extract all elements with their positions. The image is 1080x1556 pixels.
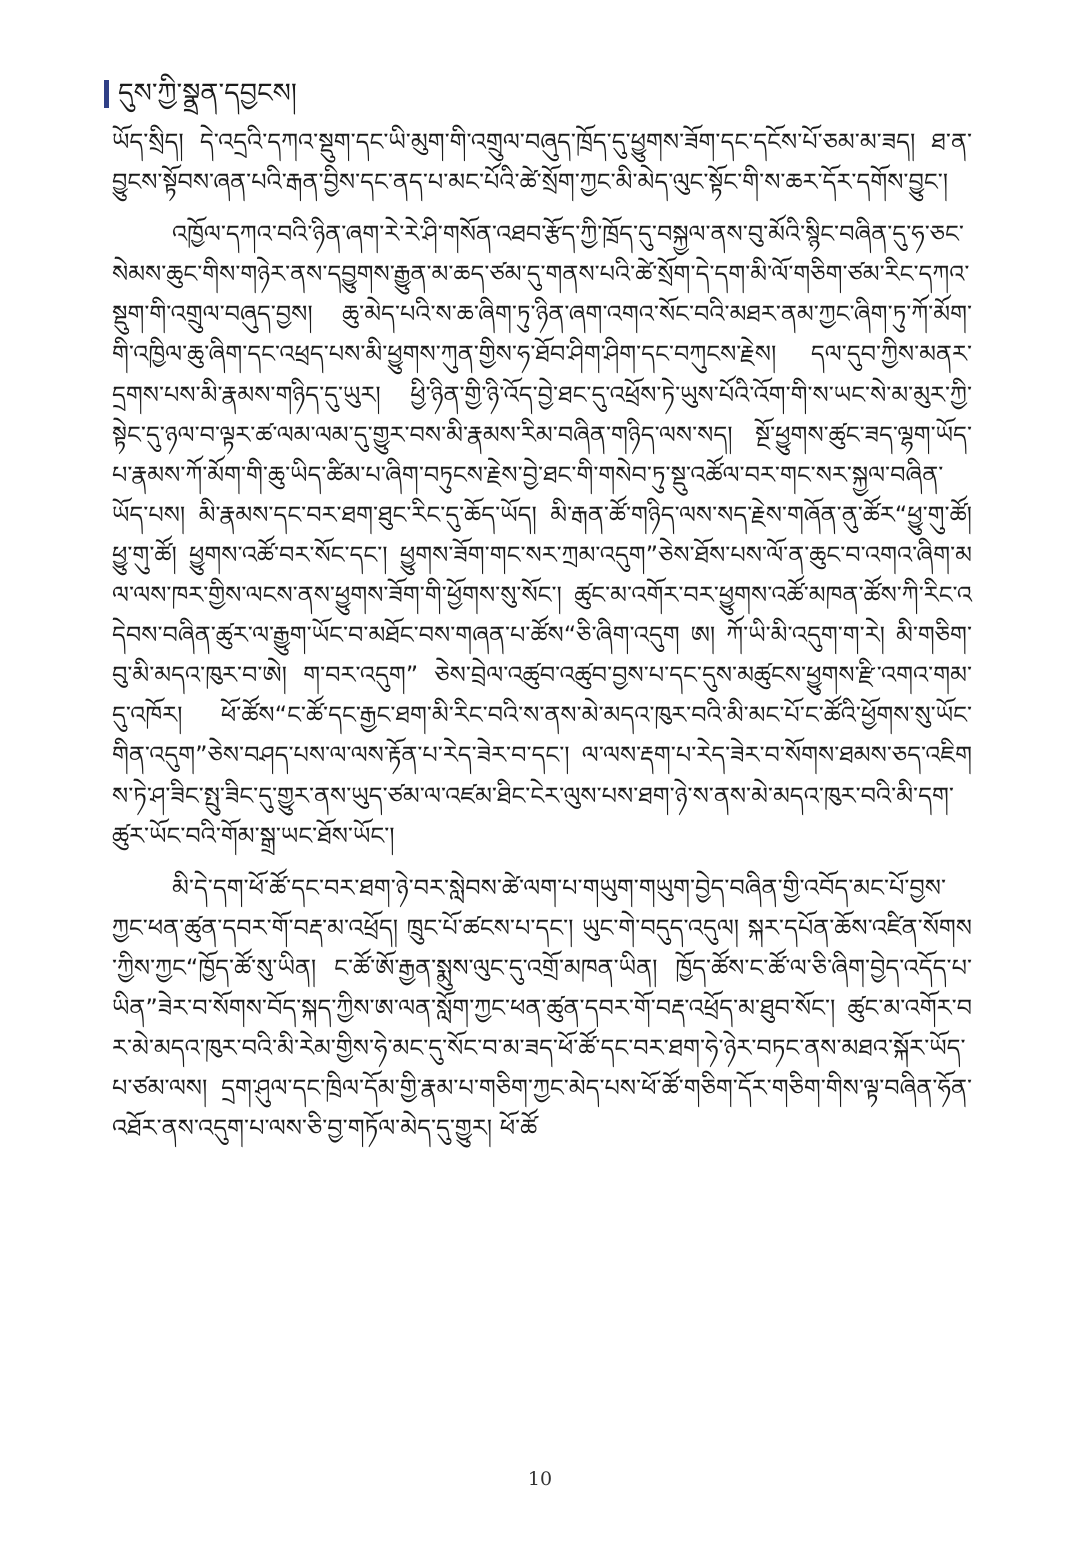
body-text (112, 122, 972, 1148)
page-number: 10 (527, 1468, 553, 1490)
paragraph-1: ཡོད་སྲིད། དེ་འདྲའི་དཀའ་སྡུག་དང་ཡི་མུག་གི་འགྲུལ་བཞུད་ཁྲོད་དུ་ཕྱུགས་ཟོག་དང་དངོས་པོ་ཅམ་མ་ཟད། ཐ་ན་བྱུངས་སྟོབས་ཞན་པའི་རྒན་བྱིས་དང་ནད་པ་མང་པོའི་ཚེ་སྲོག་ཀྱང་མི་མེད་ལུང་སྟོང་གི་ས་ཆར་དོར་དགོས་བྱུང་། (112, 128, 972, 197)
paragraph-2: འཁྱོལ་དཀའ་བའི་ཉིན་ཞག་རེ་རེ་ཤི་གསོན་འཐབ་རྩོད་ཀྱི་ཁྲོད་དུ་བསྐྱལ་ནས་བུ་མོའི་སྙིང་བཞིན་དུ་ཧ་ཅང་སེམས་ཆུང་གིས་གཉེར་ནས་དབྱུགས་རྒྱུན་མ་ཆད་ཙམ་དུ་གནས་པའི་ཚེ་སྲོག་དེ་དག་མི་ལོ་གཅིག་ཙམ་རིང་དཀའ་སྡུག་གི་འགྲུལ་བཞུད་བྱས། ཆུ་མེད་པའི་ས་ཆ་ཞིག་ཏུ་ཉིན་ཞག་འགའ་སོང་བའི་མཐར་ནམ་ཀྱང་ཞིག་ཏུ་ཀོ་མོག་གི་འཁྱིལ་ཆུ་ཞིག་དང་འཕྲད་པས་མི་ཕྱུགས་ཀུན་གྱིས་ཧ་ཐོབ་ཤིག་ཤིག་དང་བཀུངས་རྗེས། དལ་དུབ་ཀྱིས་མནར་དྲགས་པས་མི་རྣམས་གཉིད་དུ་ཡུར། ཕྱི་ཉིན་གྱི་ཉི་འོད་བྱེ་ཐང་དུ་འཕྲོས་ཏེ་ཡུས་པོའི་འོག་གི་ས་ཡང་སེ་མ་མུར་ཀྱི་སྟེང་དུ་ཉལ་བ་ལྟར་ཚ་ལམ་ལམ་དུ་གྱུར་བས་མི་རྣམས་རིམ་བཞིན་གཉིད་ལས་སད། སྔོ་ཕྱུགས་ཚུང་ཟད་ལྷག་ཡོད་པ་རྣམས་ཀོ་མོག་གི་ཆུ་ཡིད་ཚིམ་པ་ཞིག་བཏུངས་རྗེས་བྱེ་ཐང་གི་གསེབ་ཏུ་སྡུ་འཚོལ་བར་གང་སར་སྐྱལ་བཞིན་ཡོད་པས། མི་རྣམས་དང་བར་ཐག་ཐུང་རིང་དུ་ཆོད་ཡོད། མི་རྒན་ཚོ་གཉིད་ལས་སད་རྗེས་གཞོན་ནུ་ཚོར“ཕྱུ་གུ་ཚོ། ཕྱུ་གུ་ཚོ། ཕྱུགས་འཚོ་བར་སོང་དང་། ཕྱུགས་ཟོག་གང་སར་ཀྲམ་འདུག”ཅེས་ཐོས་པས་ལོ་ན་ཆུང་བ་འགའ་ཞིག་མལ་ལས་ཁར་གྱིས་ལངས་ནས་ཕྱུགས་ཟོག་གི་ཕྱོགས་སུ་སོང་། ཚུང་མ་འགོར་བར་ཕྱུགས་འཚོ་མཁན་ཚོས་ཀི་རིང་འདེབས་བཞིན་ཚུར་ལ་རྒྱུག་ཡོང་བ་མཐོང་བས་གཞན་པ་ཚོས“ཅི་ཞིག་འདུག ཨ། ཀོ་ཡི་མི་འདུག་ག་རེ། མི་གཅིག་བུ་མི་མདའ་ཁུར་བ་ཨེ། ག་བར་འདུག” ཅེས་བྲེལ་འཚུབ་འཚུབ་བྱས་པ་དང་དུས་མཚུངས་ཕྱུགས་རྫི་འགའ་གམ་དུ་འཁོར། ཕོ་ཚོས“ང་ཚོ་དང་རྒྱང་ཐག་མི་རིང་བའི་ས་ནས་མེ་མདའ་ཁུར་བའི་མི་མང་པོ་ང་ཚོའི་ཕྱོགས་སུ་ཡོང་གིན་འདུག”ཅེས་བཤད་པས་ལ་ལས་རྟོན་པ་རེད་ཟེར་བ་དང་། ལ་ལས་རྡག་པ་རེད་ཟེར་བ་སོགས་ཐམས་ཅད་འཇིགས་ཏེ་ཤ་ཟིང་སྤུ་ཟིང་དུ་གྱུར་ནས་ཡུད་ཙམ་ལ་འཛམ་ཐིང་ངེར་ལུས་པས་ཐག་ཉེ་ས་ནས་མེ་མདའ་ཁུར་བའི་མི་དག་ཚུར་ཡོང་བའི་གོམ་སྒྲ་ཡང་ཐོས་ཡོང་། (112, 220, 972, 850)
paragraph-3: མི་དེ་དག་ཕོ་ཚོ་དང་བར་ཐག་ཉེ་བར་སླེབས་ཚེ་ལག་པ་གཡུག་གཡུག་བྱེད་བཞིན་གྱི་འབོད་མང་པོ་བྱས་ཀྱང་ཕན་ཚུན་དབར་གོ་བརྡ་མ་འཕྲོད། ཁྲུང་པོ་ཚངས་པ་དང་། ཡུང་གེ་བདུད་འདུལ། སྐར་དཔོན་ཆོས་འཛིན་སོགས་ཀྱིས་ཀྱང“ཁྱོད་ཚོ་སུ་ཡིན། ང་ཚོ་ཨོ་རྒྱན་སྨུས་ལུང་དུ་འགྲོ་མཁན་ཡིན། ཁྱོད་ཚོས་ང་ཚོ་ལ་ཅི་ཞིག་བྱེད་འདོད་པ་ཡིན”ཟེར་བ་སོགས་བོད་སྐད་ཀྱིས་ཨ་ལན་སློག་ཀྱང་ཕན་ཚུན་དབར་གོ་བརྡ་འཕྲོད་མ་ཐུབ་སོང་། ཚུང་མ་འགོར་བར་མེ་མདའ་ཁུར་བའི་མི་རེམ་གྱིས་ཧེ་མང་དུ་སོང་བ་མ་ཟད་ཕོ་ཚོ་དང་བར་ཐག་ཧེ་ཉེར་བཏང་ནས་མཐའ་སྐོར་ཡོད་པ་ཙམ་ལས། དྲག་ཤུལ་དང་ཁྲིལ་དོམ་གྱི་རྣམ་པ་གཅིག་ཀྱང་མེད་པས་ཕོ་ཚོ་གཅིག་དོར་གཅིག་གིས་ལྟ་བཞིན་ཧོན་འཐོར་ནས་འདུག་པ་ལས་ཅི་བྱ་གཏོལ་མེད་དུ་གྱུར། ཕོ་ཚོ (112, 873, 972, 1143)
section-heading (104, 74, 297, 114)
heading-accent-bar (104, 80, 109, 108)
section-heading-text: དུས་ཀྱི་སྣྲན་དབྱངས། (118, 78, 297, 109)
